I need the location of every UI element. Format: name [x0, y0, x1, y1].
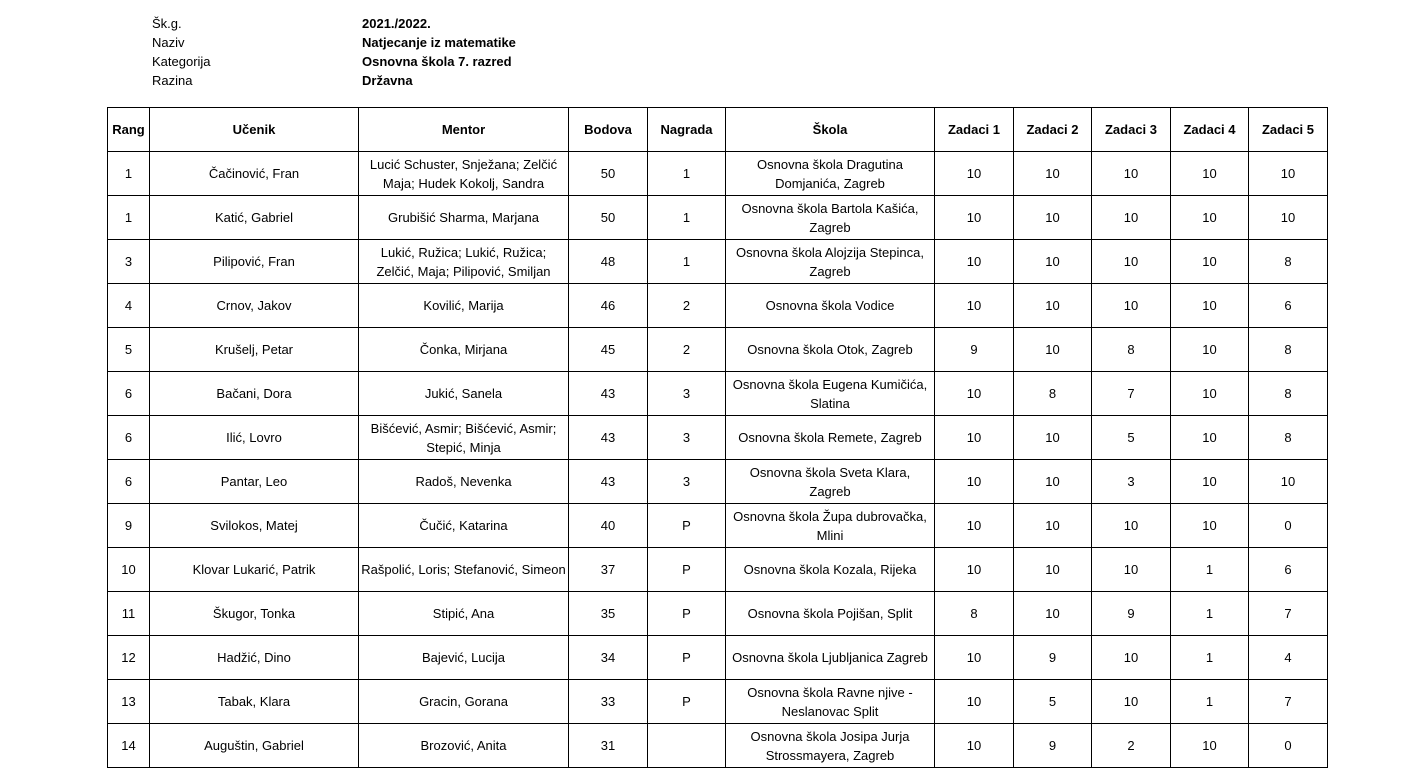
table-row: [108, 548, 1328, 592]
table-cell: 10: [1014, 592, 1092, 636]
results-table: [107, 107, 1328, 768]
table-cell: 10: [1171, 416, 1249, 460]
table-cell: 1: [648, 196, 726, 240]
table-cell: 31: [569, 724, 648, 768]
column-header: Zadaci 5: [1249, 108, 1328, 152]
table-cell: 1: [648, 152, 726, 196]
table-cell: Kovilić, Marija: [359, 284, 569, 328]
table-cell: 10: [1249, 152, 1328, 196]
table-cell: 6: [108, 460, 150, 504]
column-header: Učenik: [150, 108, 359, 152]
table-cell: Osnovna škola Sveta Klara, Zagreb: [726, 460, 935, 504]
table-cell: 0: [1249, 504, 1328, 548]
table-cell: 3: [648, 416, 726, 460]
table-cell: 4: [108, 284, 150, 328]
table-cell: 35: [569, 592, 648, 636]
table-cell: 10: [1171, 196, 1249, 240]
table-cell: 2: [1092, 724, 1171, 768]
table-cell: 1: [108, 152, 150, 196]
table-cell: 10: [1249, 196, 1328, 240]
table-cell: Bajević, Lucija: [359, 636, 569, 680]
table-cell: 37: [569, 548, 648, 592]
table-cell: 7: [1092, 372, 1171, 416]
table-cell: Tabak, Klara: [150, 680, 359, 724]
table-cell: 1: [108, 196, 150, 240]
column-header: Zadaci 3: [1092, 108, 1171, 152]
meta-label: Kategorija: [152, 54, 211, 69]
table-cell: 10: [1092, 240, 1171, 284]
table-cell: Pilipović, Fran: [150, 240, 359, 284]
table-cell: Čačinović, Fran: [150, 152, 359, 196]
table-cell: 3: [648, 460, 726, 504]
column-header: Rang: [108, 108, 150, 152]
table-cell: 6: [108, 416, 150, 460]
table-cell: 4: [1249, 636, 1328, 680]
table-cell: 10: [1092, 636, 1171, 680]
table-cell: 3: [648, 372, 726, 416]
table-cell: 10: [1092, 196, 1171, 240]
table-cell: 5: [1014, 680, 1092, 724]
table-cell: 10: [1014, 416, 1092, 460]
table-cell: Stipić, Ana: [359, 592, 569, 636]
column-header: Zadaci 2: [1014, 108, 1092, 152]
table-cell: 10: [1171, 152, 1249, 196]
table-row: [108, 416, 1328, 460]
table-cell: P: [648, 504, 726, 548]
table-row: [108, 592, 1328, 636]
table-cell: 3: [108, 240, 150, 284]
table-cell: P: [648, 592, 726, 636]
table-cell: 10: [935, 680, 1014, 724]
table-cell: 6: [1249, 284, 1328, 328]
table-cell: Radoš, Nevenka: [359, 460, 569, 504]
table-cell: 10: [935, 284, 1014, 328]
table-cell: Klovar Lukarić, Patrik: [150, 548, 359, 592]
table-cell: 8: [1249, 328, 1328, 372]
table-cell: 10: [1014, 504, 1092, 548]
table-cell: 9: [1014, 724, 1092, 768]
table-cell: 43: [569, 372, 648, 416]
table-cell: 10: [1092, 284, 1171, 328]
table-cell: Svilokos, Matej: [150, 504, 359, 548]
table-cell: Grubišić Sharma, Marjana: [359, 196, 569, 240]
table-row: [108, 724, 1328, 768]
table-cell: Osnovna škola Ravne njive - Neslanovac Split: [726, 680, 935, 724]
table-cell: 10: [935, 240, 1014, 284]
table-cell: 43: [569, 416, 648, 460]
table-cell: 0: [1249, 724, 1328, 768]
table-cell: Osnovna škola Dragutina Domjanića, Zagreb: [726, 152, 935, 196]
table-cell: Osnovna škola Otok, Zagreb: [726, 328, 935, 372]
table-cell: Ilić, Lovro: [150, 416, 359, 460]
table-cell: Crnov, Jakov: [150, 284, 359, 328]
table-cell: Čonka, Mirjana: [359, 328, 569, 372]
meta-value: Natjecanje iz matematike: [362, 35, 516, 50]
table-cell: 10: [1171, 372, 1249, 416]
table-cell: 10: [1014, 460, 1092, 504]
table-cell: 11: [108, 592, 150, 636]
table-cell: 10: [1171, 284, 1249, 328]
table-cell: 8: [1249, 416, 1328, 460]
table-cell: 1: [1171, 636, 1249, 680]
table-cell: 10: [935, 152, 1014, 196]
column-header: Zadaci 1: [935, 108, 1014, 152]
table-cell: P: [648, 548, 726, 592]
table-cell: 7: [1249, 680, 1328, 724]
table-cell: 10: [1014, 240, 1092, 284]
table-cell: 10: [1249, 460, 1328, 504]
table-cell: 14: [108, 724, 150, 768]
table-cell: 6: [1249, 548, 1328, 592]
table-row: [108, 504, 1328, 548]
table-cell: Hadžić, Dino: [150, 636, 359, 680]
table-row: [108, 636, 1328, 680]
table-cell: 10: [1014, 284, 1092, 328]
table-cell: Osnovna škola Alojzija Stepinca, Zagreb: [726, 240, 935, 284]
table-cell: 3: [1092, 460, 1171, 504]
table-cell: P: [648, 680, 726, 724]
table-cell: 12: [108, 636, 150, 680]
table-cell: 48: [569, 240, 648, 284]
table-row: [108, 196, 1328, 240]
table-cell: 50: [569, 152, 648, 196]
table-cell: 6: [108, 372, 150, 416]
table-cell: Pantar, Leo: [150, 460, 359, 504]
table-cell: 5: [1092, 416, 1171, 460]
table-cell: Gracin, Gorana: [359, 680, 569, 724]
table-cell: 1: [648, 240, 726, 284]
table-cell: 8: [1249, 240, 1328, 284]
table-cell: 2: [648, 328, 726, 372]
table-header-row: [108, 108, 1328, 152]
table-cell: 8: [1014, 372, 1092, 416]
table-cell: 10: [935, 196, 1014, 240]
table-cell: 9: [1092, 592, 1171, 636]
table-cell: Osnovna škola Pojišan, Split: [726, 592, 935, 636]
column-header: Mentor: [359, 108, 569, 152]
table-row: [108, 680, 1328, 724]
table-cell: 10: [935, 724, 1014, 768]
column-header: Škola: [726, 108, 935, 152]
table-cell: Osnovna škola Ljubljanica Zagreb: [726, 636, 935, 680]
table-cell: Osnovna škola Kozala, Rijeka: [726, 548, 935, 592]
table-cell: 8: [1092, 328, 1171, 372]
table-cell: Bačani, Dora: [150, 372, 359, 416]
table-cell: 9: [1014, 636, 1092, 680]
table-cell: 10: [935, 460, 1014, 504]
table-cell: 40: [569, 504, 648, 548]
table-cell: Škugor, Tonka: [150, 592, 359, 636]
table-cell: 10: [1092, 504, 1171, 548]
table-cell: 10: [1092, 548, 1171, 592]
table-cell: Auguštin, Gabriel: [150, 724, 359, 768]
table-row: [108, 328, 1328, 372]
table-cell: Osnovna škola Bartola Kašića, Zagreb: [726, 196, 935, 240]
table-cell: 10: [935, 548, 1014, 592]
table-cell: 10: [108, 548, 150, 592]
table-cell: 9: [935, 328, 1014, 372]
table-cell: Osnovna škola Župa dubrovačka, Mlini: [726, 504, 935, 548]
table-cell: [648, 724, 726, 768]
table-cell: 1: [1171, 592, 1249, 636]
column-header: Zadaci 4: [1171, 108, 1249, 152]
table-cell: 9: [108, 504, 150, 548]
table-cell: 10: [1171, 328, 1249, 372]
table-cell: 45: [569, 328, 648, 372]
table-cell: 33: [569, 680, 648, 724]
table-cell: Krušelj, Petar: [150, 328, 359, 372]
meta-label: Razina: [152, 73, 193, 88]
table-row: [108, 152, 1328, 196]
table-row: [108, 240, 1328, 284]
table-cell: Brozović, Anita: [359, 724, 569, 768]
table-cell: 10: [1092, 152, 1171, 196]
table-cell: 10: [1171, 460, 1249, 504]
table-row: [108, 460, 1328, 504]
table-cell: 1: [1171, 680, 1249, 724]
table-cell: Bišćević, Asmir; Bišćević, Asmir; Stepić, Minja: [359, 416, 569, 460]
table-cell: Jukić, Sanela: [359, 372, 569, 416]
table-cell: 10: [935, 372, 1014, 416]
table-cell: 34: [569, 636, 648, 680]
table-body: [108, 152, 1328, 768]
table-cell: 10: [1014, 196, 1092, 240]
table-row: [108, 372, 1328, 416]
table-cell: 1: [1171, 548, 1249, 592]
table-cell: Čučić, Katarina: [359, 504, 569, 548]
table-cell: Rašpolić, Loris; Stefanović, Simeon: [359, 548, 569, 592]
table-cell: 10: [935, 504, 1014, 548]
column-header: Bodova: [569, 108, 648, 152]
table-cell: Osnovna škola Remete, Zagreb: [726, 416, 935, 460]
table-cell: 10: [1171, 504, 1249, 548]
table-cell: 50: [569, 196, 648, 240]
meta-label: Naziv: [152, 35, 185, 50]
table-cell: 10: [1014, 152, 1092, 196]
column-header: Nagrada: [648, 108, 726, 152]
table-cell: 10: [1014, 328, 1092, 372]
table-cell: 2: [648, 284, 726, 328]
table-cell: Osnovna škola Josipa Jurja Strossmayera, Zagreb: [726, 724, 935, 768]
table-cell: Lukić, Ružica; Lukić, Ružica; Zelčić, Maja; Pilipović, Smiljan: [359, 240, 569, 284]
meta-value: Državna: [362, 73, 413, 88]
table-cell: 10: [935, 416, 1014, 460]
table-cell: 46: [569, 284, 648, 328]
meta-value: 2021./2022.: [362, 16, 431, 31]
table-row: [108, 284, 1328, 328]
table-cell: 13: [108, 680, 150, 724]
table-cell: 10: [1171, 724, 1249, 768]
table-cell: 7: [1249, 592, 1328, 636]
table-cell: 10: [1092, 680, 1171, 724]
table-cell: Katić, Gabriel: [150, 196, 359, 240]
meta-label: Šk.g.: [152, 16, 182, 31]
table-cell: Osnovna škola Vodice: [726, 284, 935, 328]
meta-value: Osnovna škola 7. razred: [362, 54, 512, 69]
table-cell: 8: [1249, 372, 1328, 416]
table-cell: 10: [1171, 240, 1249, 284]
table-cell: Osnovna škola Eugena Kumičića, Slatina: [726, 372, 935, 416]
table-cell: 10: [1014, 548, 1092, 592]
table-cell: 8: [935, 592, 1014, 636]
table-cell: P: [648, 636, 726, 680]
table-cell: 43: [569, 460, 648, 504]
table-cell: Lucić Schuster, Snježana; Zelčić Maja; Hudek Kokolj, Sandra: [359, 152, 569, 196]
table-cell: 5: [108, 328, 150, 372]
table-cell: 10: [935, 636, 1014, 680]
